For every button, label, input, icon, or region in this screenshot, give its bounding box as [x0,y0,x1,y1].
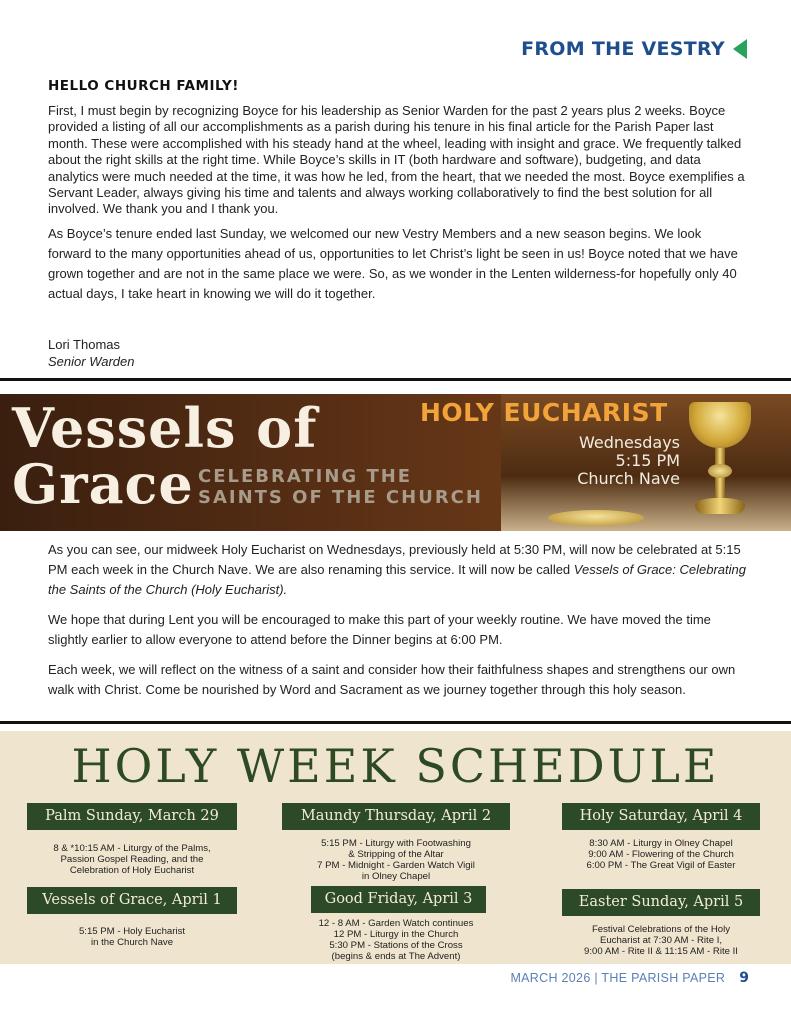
vessels-of-grace-banner [0,394,791,531]
event-line: 6:00 PM - The Great Vigil of Easter [586,860,736,871]
service-announcement [48,540,748,710]
banner-subtitle-line: CELEBRATING THE [198,466,413,487]
paragraph-text: Each week, we will reflect on the witness of a saint and consider how their faithfulness shapes and strengthens our own walk with Christ. Come be nourished by Word and Sacrament as we journey together through this holy season. [48,662,736,697]
banner-title-line: Vessels of [12,396,318,460]
letter-paragraph: As Boyce’s tenure ended last Sunday, we welcomed our new Vestry Members and a new season begins. We look forward to the many opportunities ahead of us, opportunities to let Christ’s light be seen in us! Boyce noted that we have grown together and are not in the same place we were. So, as we wonder in the Lenten wilderness-for hopefully only 40 actual days, I take heart in knowing we will do it together. [48,225,738,301]
event-line: Celebration of Holy Eucharist [69,865,195,876]
day-events [27,926,237,948]
event-line: 12 PM - Liturgy in the Church [333,929,459,940]
event-line: Eucharist at 7:30 AM - Rite I, [599,935,723,946]
day-events [552,838,770,871]
service-paragraph [48,660,748,700]
event-line: 5:15 PM - Holy Eucharist [78,926,186,937]
event-line: 8 & *10:15 AM - Liturgy of the Palms, [53,843,211,854]
section-divider [0,721,791,724]
event-line: Passion Gospel Reading, and the [60,854,204,865]
banner-subtitle [198,466,483,508]
event-line: 9:00 AM - Flowering of the Church [588,849,734,860]
signature [48,336,134,370]
issue-label: MARCH 2026 | THE PARISH PAPER [510,971,726,985]
day-heading: Vessels of Grace, April 1 [27,887,237,914]
signature-name: Lori Thomas [48,337,121,352]
event-line: 9:00 AM - Rite II & 11:15 AM - Rite II [584,946,738,957]
paten-icon [548,510,644,526]
event-line: 12 - 8 AM - Garden Watch continues [318,918,474,929]
section-divider [0,378,791,381]
day-heading: Easter Sunday, April 5 [562,889,760,916]
day-heading: Holy Saturday, April 4 [562,803,760,830]
service-name-italic: Vessels of Grace: Celebrating the Saints of the Church (Holy Eucharist). [48,562,746,597]
eucharist-info [536,434,680,488]
banner-subtitle-line: SAINTS OF THE CHURCH [198,487,483,508]
service-paragraph [48,610,748,650]
page-footer [510,970,749,986]
eucharist-time: 5:15 PM [615,451,680,470]
day-heading: Palm Sunday, March 29 [27,803,237,830]
service-paragraph [48,540,748,600]
event-line: 5:30 PM - Stations of the Cross [329,940,463,951]
eucharist-place: Church Nave [577,469,680,488]
event-line: in the Church Nave [90,937,174,948]
event-line: in Olney Chapel [361,871,431,882]
event-line: Festival Celebrations of the Holy [591,924,731,935]
event-line: 7 PM - Midnight - Garden Watch Vigil [317,860,475,871]
eucharist-day: Wednesdays [579,433,680,452]
event-line: (begins & ends at The Advent) [331,951,461,962]
signature-role: Senior Warden [48,354,135,369]
day-events [282,918,510,962]
greeting-heading: HELLO CHURCH FAMILY! [48,78,239,94]
page-number: 9 [739,970,749,986]
section-title: FROM THE VESTRY [521,38,725,60]
paragraph-text: As you can see, our midweek Holy Eucharist on Wednesdays, previously held at 5:30 PM, will now be celebrated at 5:15 PM each week in the Church Nave. We are also renaming this service. It will now be called [48,542,741,577]
holy-week-title: HOLY WEEK SCHEDULE [71,739,720,793]
chalice-icon [685,398,755,524]
event-line: & Stripping of the Altar [348,849,444,860]
eucharist-title: HOLY EUCHARIST [420,398,668,427]
chevron-left-icon [733,39,747,59]
event-line: 5:15 PM - Liturgy with Footwashing [321,838,471,849]
day-heading: Maundy Thursday, April 2 [282,803,510,830]
day-events [27,843,237,876]
day-events [282,838,510,882]
banner-title-line: Grace [12,452,194,516]
section-header [521,38,747,60]
paragraph-text: We hope that during Lent you will be encouraged to make this part of your weekly routine. We have moved the time slightly earlier to allow everyone to attend before the Dinner begins at 6:00 PM. [48,612,711,647]
letter-body [48,103,748,310]
letter-paragraph: First, I must begin by recognizing Boyce for his leadership as Senior Warden for the past 2 years plus 2 weeks. Boyce provided a listing of all our accomplishments as a parish during his tenure in his final article for the Parish Paper last month. These were accomplished with his steady hand at the wheel, leading with insight and grace. We frequently talked about the right skills at the right time. While Boyce’s skills in IT (both hardware and software), budgeting, and data analytics were much needed at the time, it was how he led, from the heart, that we needed the most. Boyce exemplifies a Servant Leader, always giving his time and talents and always working collaboratively to find the best solution for all involved. We thank you and I thank you. [48,103,745,217]
day-events [552,924,770,957]
event-line: 8:30 AM - Liturgy in Olney Chapel [589,838,733,849]
day-heading: Good Friday, April 3 [311,886,486,913]
